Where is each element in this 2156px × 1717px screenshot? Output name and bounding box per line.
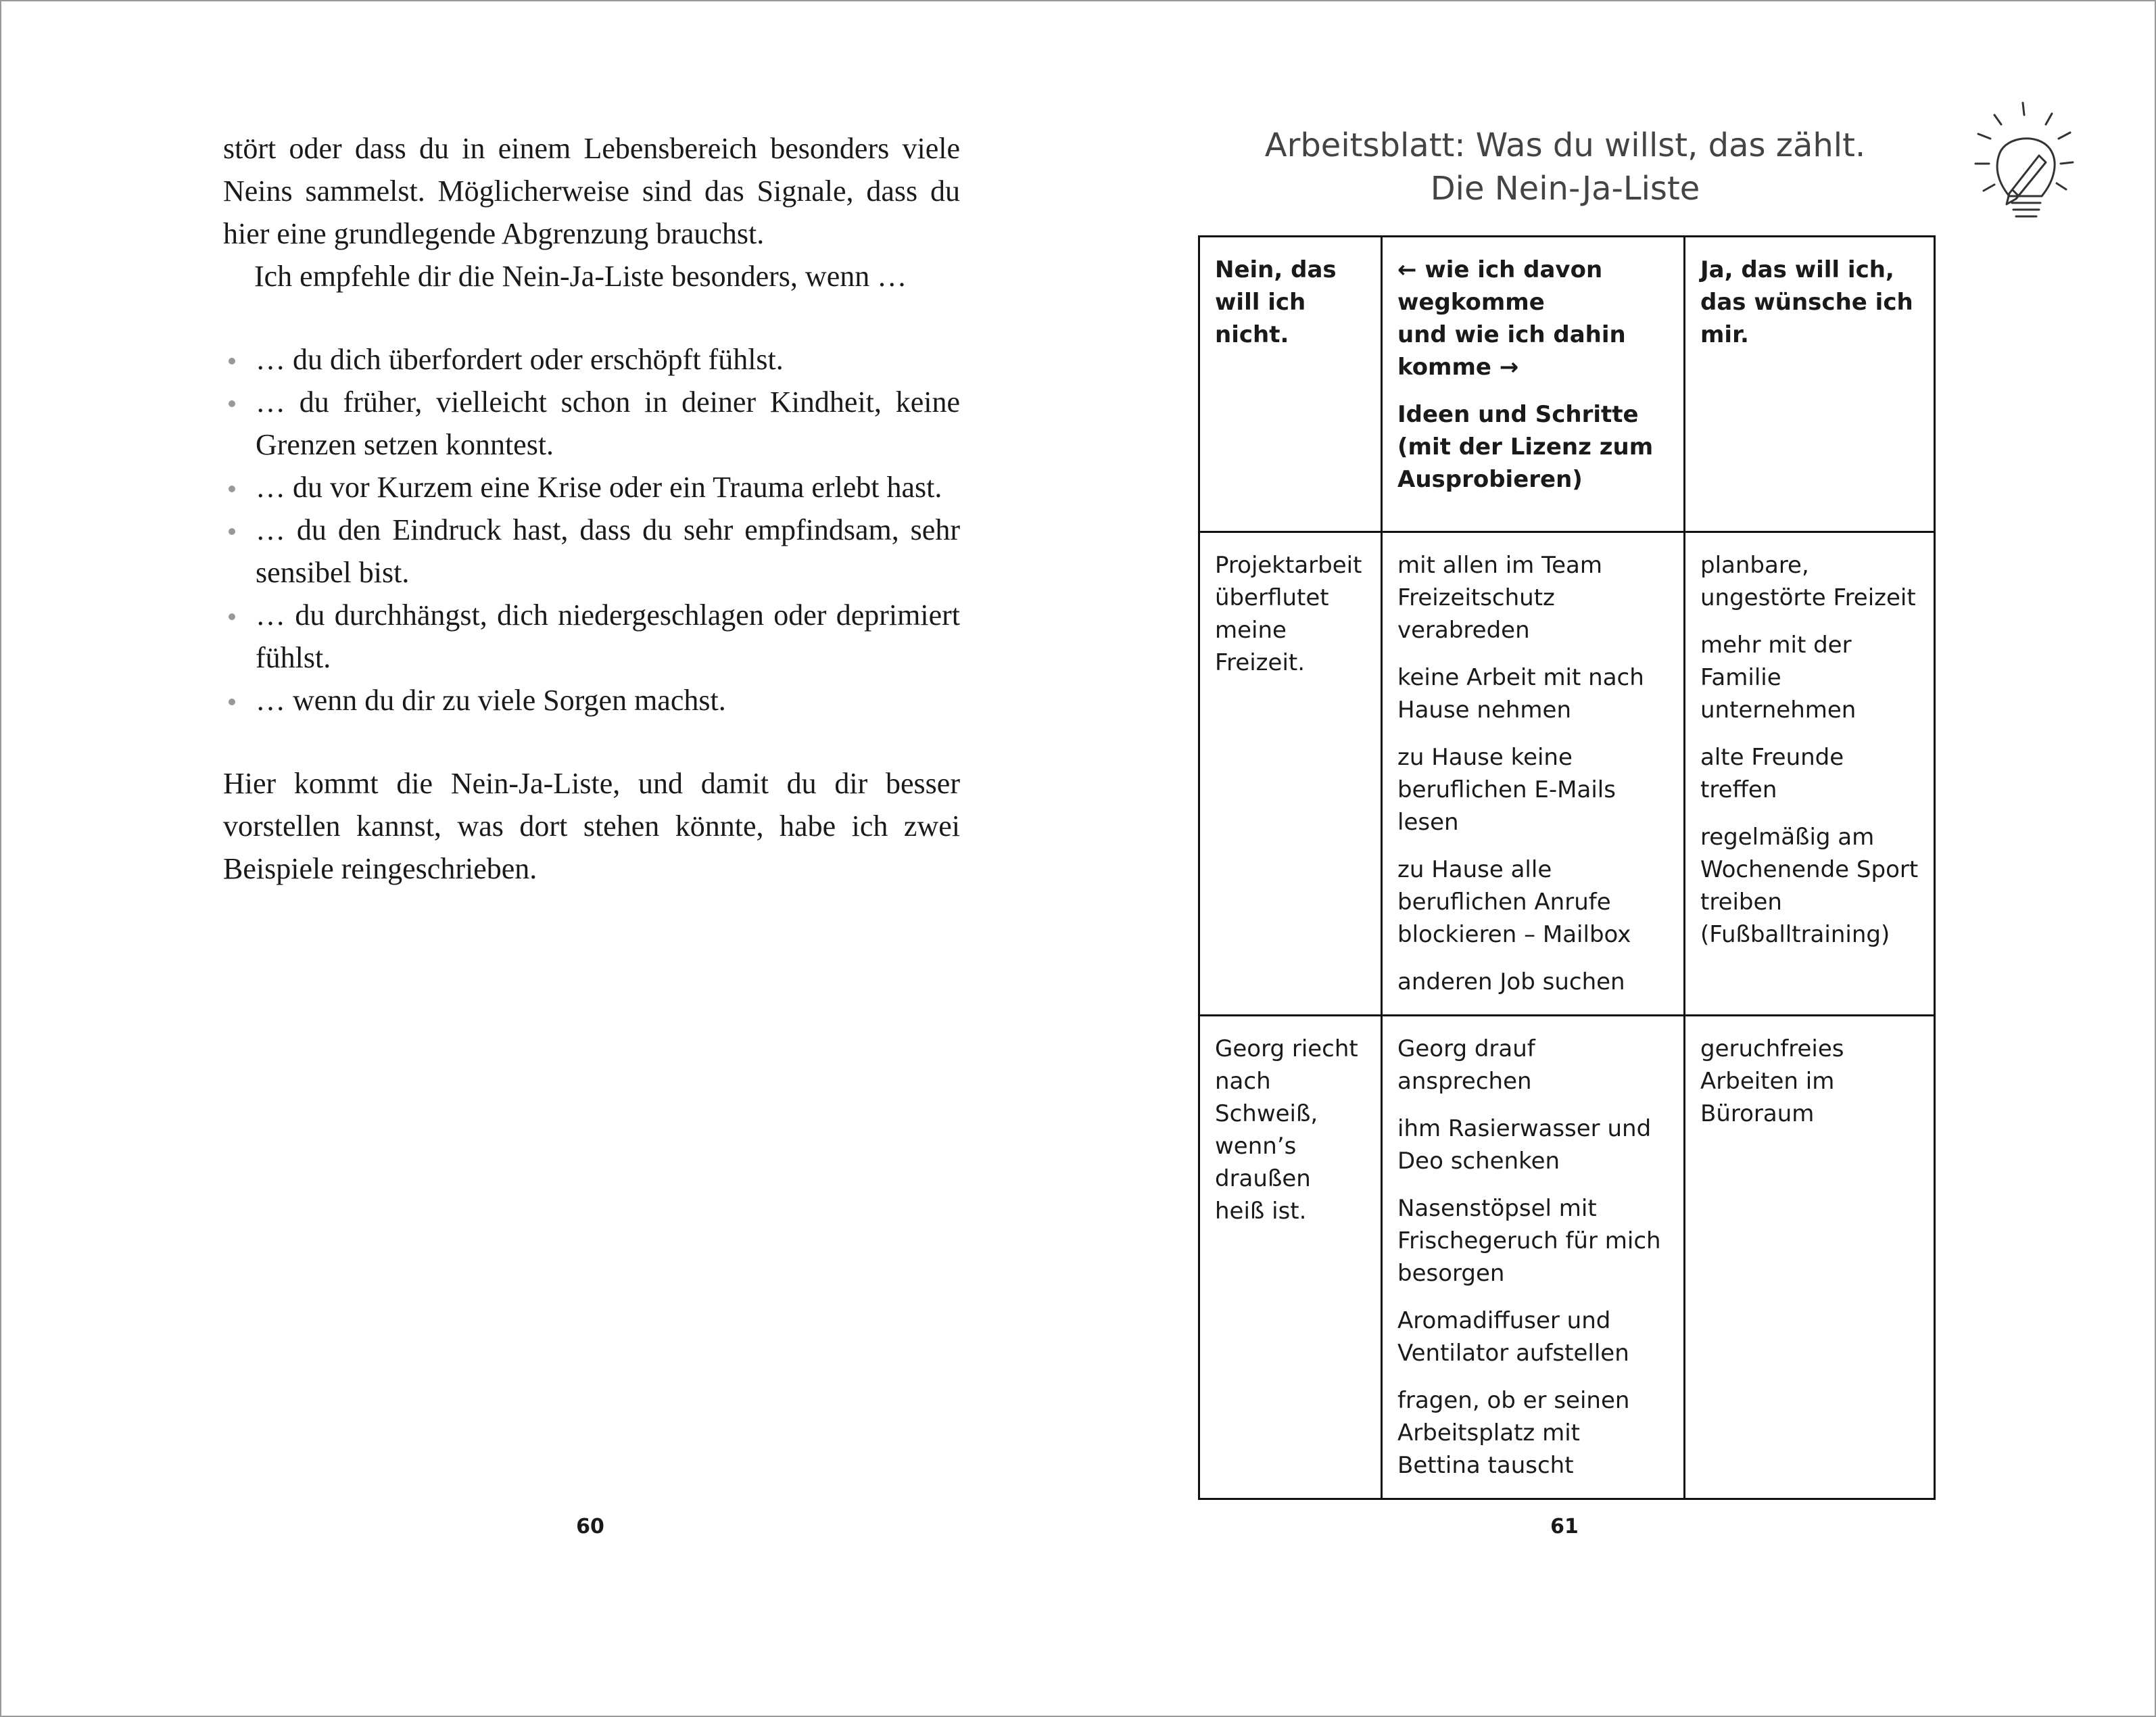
nein-ja-table bbox=[1198, 235, 1936, 1500]
ja-item: alte Freunde treffen bbox=[1700, 744, 1844, 803]
header-ideas-line-3: Ideen und Schritte (mit der Lizenz zum Ausprobieren) bbox=[1397, 401, 1654, 493]
header-ja bbox=[1685, 237, 1935, 532]
table-row bbox=[1199, 1016, 1935, 1499]
ja-item: planbare, ungestörte Freizeit bbox=[1700, 552, 1916, 611]
bullet-item: … du durchhängst, dich niedergeschlagen oder deprimiert fühlst. bbox=[223, 594, 960, 679]
idea-item: Georg drauf ansprechen bbox=[1397, 1035, 1535, 1095]
paragraph-1 bbox=[223, 127, 960, 255]
table-row bbox=[1199, 532, 1935, 1016]
worksheet-title bbox=[1203, 124, 1927, 210]
cell-ja bbox=[1685, 1016, 1935, 1499]
left-page bbox=[223, 127, 960, 890]
bullet-item: … du früher, vielleicht schon in deiner Kindheit, keine Grenzen setzen konntest. bbox=[223, 381, 960, 466]
page-number-left: 60 bbox=[576, 1515, 604, 1538]
bullet-item: … du dich überfordert oder erschöpft fühlst. bbox=[223, 338, 960, 381]
para1-line-3: eine grundlegende Abgrenzung brauchst. bbox=[277, 217, 765, 250]
header-nein bbox=[1199, 237, 1382, 532]
para1-line-1: stört oder dass du in einem Lebensbereich besonders viele bbox=[223, 132, 960, 165]
idea-item: mit allen im Team Freizeitschutz verabreden bbox=[1397, 552, 1602, 644]
header-nein-text: Nein, das will ich nicht. bbox=[1215, 256, 1337, 348]
idea-item: zu Hause alle beruflichen Anrufe blockieren – Mailbox bbox=[1397, 856, 1631, 948]
header-ideas-line-2: und wie ich dahin komme → bbox=[1397, 321, 1626, 381]
worksheet-title-line-2: Die Nein-Ja-Liste bbox=[1430, 170, 1700, 208]
cell-nein bbox=[1199, 532, 1382, 1016]
idea-item: anderen Job suchen bbox=[1397, 968, 1625, 995]
para1-line-2: Neins sammelst. Möglicherweise sind das Signale, dass du hier bbox=[223, 174, 960, 250]
cell-ideas bbox=[1382, 1016, 1685, 1499]
idea-item: fragen, ob er seinen Arbeitsplatz mit Bettina tauscht bbox=[1397, 1387, 1630, 1479]
lightbulb-pencil-icon bbox=[1974, 101, 2076, 223]
worksheet-title-line-1: Arbeitsblatt: Was du willst, das zählt. bbox=[1264, 126, 1866, 164]
header-ideas bbox=[1382, 237, 1685, 532]
nein-text: Georg riecht nach Schweiß, wenn’s draußen heiß ist. bbox=[1215, 1035, 1358, 1225]
ja-item: geruchfreies Arbeiten im Büroraum bbox=[1700, 1035, 1844, 1127]
paragraph-2: Hier kommt die Nein-Ja-Liste, und damit du dir besser vorstellen kannst, was dort stehen könnte, habe ich zwei Beispiele reingeschrieben. bbox=[223, 767, 960, 885]
idea-item: ihm Rasierwasser und Deo schenken bbox=[1397, 1115, 1652, 1175]
ja-item: mehr mit der Familie unternehmen bbox=[1700, 632, 1856, 724]
cell-ja bbox=[1685, 532, 1935, 1016]
idea-item: zu Hause keine beruflichen E-Mails lesen bbox=[1397, 744, 1616, 836]
table-header-row bbox=[1199, 237, 1935, 532]
cell-nein bbox=[1199, 1016, 1382, 1499]
header-ideas-line-1: ← wie ich davon wegkomme bbox=[1397, 256, 1603, 316]
intro-sentence: Ich empfehle dir die Nein-Ja-Liste besonders, wenn … bbox=[254, 260, 907, 293]
header-ja-text: Ja, das will ich, das wünsche ich mir. bbox=[1700, 256, 1913, 348]
bullet-item: … du den Eindruck hast, dass du sehr empfindsam, sehr sensibel bist. bbox=[223, 509, 960, 594]
nein-text: Projektarbeit überflutet meine Freizeit. bbox=[1215, 552, 1362, 676]
idea-item: Nasenstöpsel mit Frischegeruch für mich besorgen bbox=[1397, 1195, 1661, 1287]
idea-item: keine Arbeit mit nach Hause nehmen bbox=[1397, 664, 1644, 724]
ja-item: regelmäßig am Wochenende Sport treiben (Fußballtraining) bbox=[1700, 824, 1919, 948]
page-number-right: 61 bbox=[1550, 1515, 1579, 1538]
idea-item: Aromadiffuser und Ventilator aufstellen bbox=[1397, 1307, 1629, 1367]
cell-ideas bbox=[1382, 532, 1685, 1016]
bullet-item: … wenn du dir zu viele Sorgen machst. bbox=[223, 679, 960, 722]
bullet-list bbox=[223, 338, 960, 722]
bullet-item: … du vor Kurzem eine Krise oder ein Trauma erlebt hast. bbox=[223, 466, 960, 509]
